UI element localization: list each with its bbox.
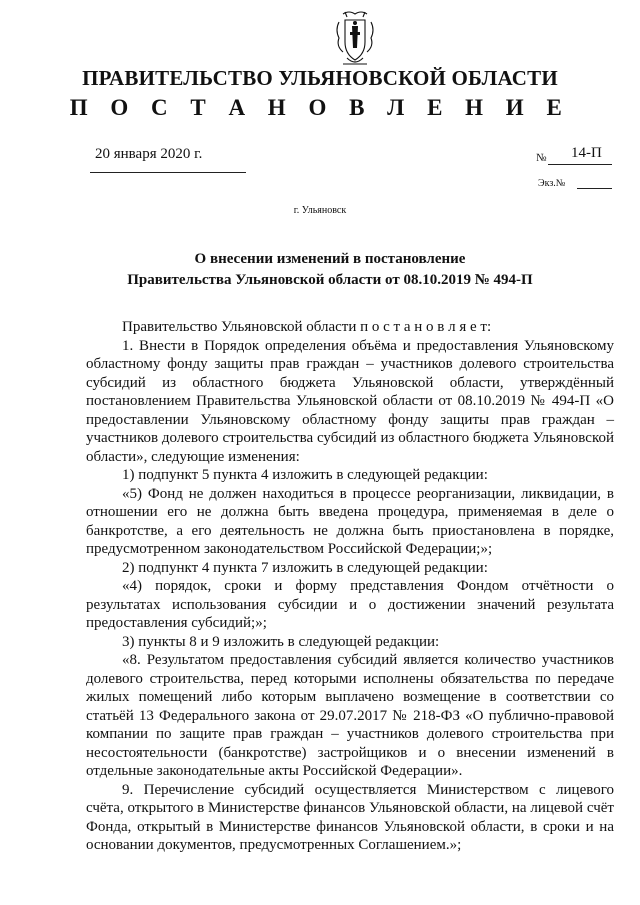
copy-number-label: Экз.№ [538, 178, 566, 189]
body-paragraph: Правительство Ульяновской области п о с т а н о в л я е т: [122, 319, 492, 335]
government-name: ПРАВИТЕЛЬСТВО УЛЬЯНОВСКОЙ ОБЛАСТИ [82, 66, 558, 90]
body-paragraph: «4) порядок, сроки и форму представления Фондом отчётности о результатах использования субсидии и о достижении значений результата предоставления субсидий;»; [86, 578, 614, 631]
body-paragraph: 3) пункты 8 и 9 изложить в следующей редакции: [122, 633, 440, 650]
title-line-1: О внесении изменений в постановление [194, 251, 466, 267]
body-paragraph: 9. Перечисление субсидий осуществляется Министерством с лицевого счёта, открытого в Министерстве финансов Ульяновской области, на лицевой счёт Фонда, открытый в Министерстве финансов Ульяновской области, в сроки и на основании документов, предусмотренных Соглашением.»; [86, 781, 614, 853]
body-paragraph: «8. Результатом предоставления субсидий является количество участников долевого строительства, перед которыми исполнены обязательства по передаче жилых помещений либо которым выплачено возмещение в соответствии со статьёй 13 Федерального закона от 29.07.2017 № 218-ФЗ «О публично-правовой компании по защите прав граждан – участников долевого строительства при несостоятельности (банкротстве) застройщиков и о внесении изменений в отдельные законодательные акты Российской Федерации». [86, 652, 614, 779]
body-paragraph: 2) подпункт 4 пункта 7 изложить в следующей редакции: [122, 559, 488, 576]
document-body [86, 318, 614, 855]
body-paragraph: 1) подпункт 5 пункта 4 изложить в следующей редакции: [122, 467, 488, 483]
coat-of-arms-icon [333, 8, 377, 70]
body-paragraph: 1. Внести в Порядок определения объёма и предоставления Ульяновскому областному фонду защиты прав граждан – участников долевого строительства субсидий из областного бюджета Ульяновской области, утверждённый постановлением Правительства Ульяновской области от 08.10.2019 № 494-П «О предоставлении Ульяновскому областному фонду защиты прав граждан – участников долевого строительства субсидий из областного бюджета Ульяновской области», следующие изменения: [86, 337, 614, 465]
city: г. Ульяновск [293, 205, 347, 216]
document-type: П О С Т А Н О В Л Е Н И Е [69, 95, 571, 120]
date-underline [90, 172, 246, 173]
body-paragraph: «5) Фонд не должен находиться в процессе реорганизации, ликвидации, в отношении его не должна быть введена процедура, применяемая в деле о банкротстве, а его деятельность не должна быть приостановлена в порядке, предусмотренном законодательством Российской Федерации;»; [86, 485, 614, 557]
title-line-2: Правительства Ульяновской области от 08.10.2019 № 494-П [127, 272, 533, 288]
document-date: 20 января 2020 г. [95, 146, 203, 162]
document-number: 14-П [571, 145, 602, 161]
copy-number-underline [577, 188, 612, 189]
document-title [100, 249, 560, 291]
number-sign: № [536, 152, 547, 164]
number-underline [548, 164, 612, 165]
